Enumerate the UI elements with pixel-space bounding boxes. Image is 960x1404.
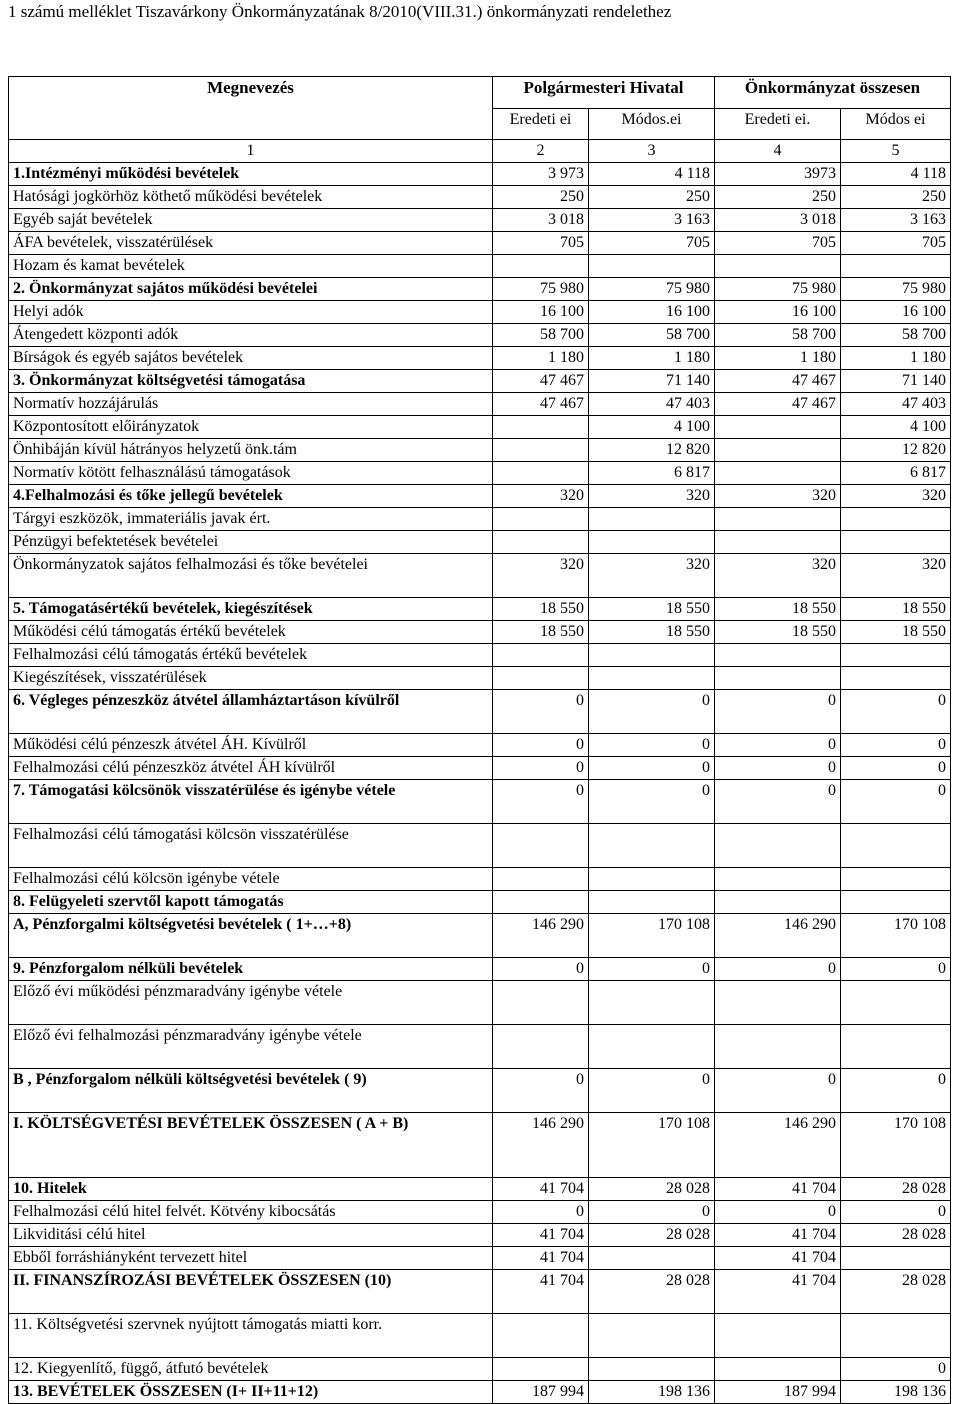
row-value: 47 403 bbox=[841, 393, 951, 416]
row-value: 3 973 bbox=[493, 163, 589, 186]
row-value: 0 bbox=[493, 1201, 589, 1224]
table-row bbox=[9, 324, 951, 347]
row-value: 3 163 bbox=[841, 209, 951, 232]
row-label: 6. Végleges pénzeszköz átvétel államháztartáson kívülről bbox=[9, 690, 493, 734]
row-value: 250 bbox=[715, 186, 841, 209]
table-row bbox=[9, 255, 951, 278]
row-value: 58 700 bbox=[589, 324, 715, 347]
row-value: 0 bbox=[841, 1358, 951, 1381]
row-value bbox=[493, 891, 589, 914]
table-row bbox=[9, 621, 951, 644]
row-label: Átengedett központi adók bbox=[9, 324, 493, 347]
row-value: 75 980 bbox=[841, 278, 951, 301]
column-number: 4 bbox=[715, 140, 841, 163]
row-value: 0 bbox=[715, 1069, 841, 1113]
row-label: 9. Pénzforgalom nélküli bevételek bbox=[9, 958, 493, 981]
row-value bbox=[589, 255, 715, 278]
table-row bbox=[9, 868, 951, 891]
row-value: 250 bbox=[589, 186, 715, 209]
table-row bbox=[9, 186, 951, 209]
table-row bbox=[9, 824, 951, 868]
table-row bbox=[9, 757, 951, 780]
row-value bbox=[841, 508, 951, 531]
row-value: 320 bbox=[589, 554, 715, 598]
row-value bbox=[715, 255, 841, 278]
row-value bbox=[493, 416, 589, 439]
row-value: 47 467 bbox=[493, 370, 589, 393]
row-value bbox=[589, 1025, 715, 1069]
row-value bbox=[493, 531, 589, 554]
row-label: Előző évi működési pénzmaradvány igénybe vétele bbox=[9, 981, 493, 1025]
row-value: 3973 bbox=[715, 163, 841, 186]
row-value: 75 980 bbox=[493, 278, 589, 301]
row-value bbox=[841, 531, 951, 554]
table-row bbox=[9, 301, 951, 324]
row-value bbox=[589, 1247, 715, 1270]
row-value bbox=[715, 531, 841, 554]
row-value: 0 bbox=[841, 1069, 951, 1113]
header-group-office: Polgármesteri Hivatal bbox=[493, 77, 715, 109]
column-number: 5 bbox=[841, 140, 951, 163]
row-value: 47 467 bbox=[715, 370, 841, 393]
row-value: 705 bbox=[589, 232, 715, 255]
row-label: II. FINANSZÍROZÁSI BEVÉTELEK ÖSSZESEN (10) bbox=[9, 1270, 493, 1314]
row-value: 18 550 bbox=[493, 621, 589, 644]
row-value bbox=[715, 891, 841, 914]
row-value bbox=[715, 416, 841, 439]
row-value: 16 100 bbox=[715, 301, 841, 324]
row-value: 28 028 bbox=[841, 1224, 951, 1247]
row-value: 0 bbox=[589, 780, 715, 824]
row-value bbox=[493, 824, 589, 868]
row-label: Felhalmozási célú támogatás értékű bevételek bbox=[9, 644, 493, 667]
row-label: B , Pénzforgalom nélküli költségvetési bevételek ( 9) bbox=[9, 1069, 493, 1113]
row-value bbox=[841, 891, 951, 914]
column-number: 3 bbox=[589, 140, 715, 163]
row-value: 12 820 bbox=[841, 439, 951, 462]
row-value: 198 136 bbox=[589, 1381, 715, 1404]
row-value: 0 bbox=[589, 690, 715, 734]
row-value bbox=[493, 255, 589, 278]
row-value: 0 bbox=[841, 757, 951, 780]
table-row bbox=[9, 690, 951, 734]
row-value bbox=[589, 868, 715, 891]
row-value bbox=[841, 667, 951, 690]
row-value bbox=[715, 667, 841, 690]
table-row bbox=[9, 1178, 951, 1201]
row-value: 41 704 bbox=[493, 1270, 589, 1314]
row-value: 0 bbox=[493, 1069, 589, 1113]
table-row bbox=[9, 667, 951, 690]
row-value: 170 108 bbox=[841, 1113, 951, 1178]
row-value: 0 bbox=[589, 734, 715, 757]
row-value bbox=[841, 981, 951, 1025]
row-value: 705 bbox=[841, 232, 951, 255]
row-label: 3. Önkormányzat költségvetési támogatása bbox=[9, 370, 493, 393]
row-value bbox=[493, 981, 589, 1025]
row-value: 320 bbox=[589, 485, 715, 508]
row-value: 705 bbox=[715, 232, 841, 255]
row-value: 41 704 bbox=[715, 1224, 841, 1247]
table-row bbox=[9, 1358, 951, 1381]
table-row bbox=[9, 958, 951, 981]
row-label: 13. BEVÉTELEK ÖSSZESEN (I+ II+11+12) bbox=[9, 1381, 493, 1404]
row-value bbox=[715, 439, 841, 462]
row-value: 58 700 bbox=[841, 324, 951, 347]
header-group-total: Önkormányzat összesen bbox=[715, 77, 951, 109]
row-value: 0 bbox=[493, 757, 589, 780]
row-value bbox=[715, 1358, 841, 1381]
table-row bbox=[9, 914, 951, 958]
row-value: 0 bbox=[589, 958, 715, 981]
table-row bbox=[9, 1201, 951, 1224]
document-title: 1 számú melléklet Tiszavárkony Önkormányzatának 8/2010(VIII.31.) önkormányzati rendelethez bbox=[8, 2, 672, 21]
row-value: 41 704 bbox=[493, 1224, 589, 1247]
row-value: 0 bbox=[841, 690, 951, 734]
table-row bbox=[9, 531, 951, 554]
row-value bbox=[841, 868, 951, 891]
table-row bbox=[9, 644, 951, 667]
row-value bbox=[589, 644, 715, 667]
row-value bbox=[493, 462, 589, 485]
row-value: 0 bbox=[715, 690, 841, 734]
table-row bbox=[9, 598, 951, 621]
row-value: 28 028 bbox=[841, 1178, 951, 1201]
table-row bbox=[9, 370, 951, 393]
row-value: 0 bbox=[589, 1069, 715, 1113]
row-value: 0 bbox=[493, 734, 589, 757]
table-row bbox=[9, 1113, 951, 1178]
row-value: 187 994 bbox=[715, 1381, 841, 1404]
row-label: Felhalmozási célú pénzeszköz átvétel ÁH kívülről bbox=[9, 757, 493, 780]
row-value: 4 100 bbox=[841, 416, 951, 439]
row-value bbox=[589, 824, 715, 868]
row-value: 47 467 bbox=[715, 393, 841, 416]
row-value bbox=[841, 644, 951, 667]
row-value: 41 704 bbox=[715, 1178, 841, 1201]
row-value bbox=[493, 1314, 589, 1358]
row-value: 1 180 bbox=[715, 347, 841, 370]
row-label: I. KÖLTSÉGVETÉSI BEVÉTELEK ÖSSZESEN ( A + B) bbox=[9, 1113, 493, 1178]
table-row bbox=[9, 232, 951, 255]
row-value: 47 467 bbox=[493, 393, 589, 416]
row-value: 28 028 bbox=[589, 1224, 715, 1247]
row-label: Hatósági jogkörhöz köthető működési bevételek bbox=[9, 186, 493, 209]
row-value: 28 028 bbox=[589, 1178, 715, 1201]
row-value bbox=[841, 255, 951, 278]
row-value bbox=[715, 1025, 841, 1069]
row-value bbox=[715, 868, 841, 891]
row-value bbox=[715, 644, 841, 667]
row-value: 6 817 bbox=[589, 462, 715, 485]
row-label: Központosított előirányzatok bbox=[9, 416, 493, 439]
column-number: 1 bbox=[9, 140, 493, 163]
row-value: 28 028 bbox=[841, 1270, 951, 1314]
table-row bbox=[9, 393, 951, 416]
table-row bbox=[9, 780, 951, 824]
row-label: Helyi adók bbox=[9, 301, 493, 324]
row-label: 8. Felügyeleti szervtől kapott támogatás bbox=[9, 891, 493, 914]
row-label: 5. Támogatásértékű bevételek, kiegészítések bbox=[9, 598, 493, 621]
row-value bbox=[715, 508, 841, 531]
row-label: Egyéb saját bevételek bbox=[9, 209, 493, 232]
row-label: Tárgyi eszközök, immateriális javak ért. bbox=[9, 508, 493, 531]
row-value: 41 704 bbox=[715, 1270, 841, 1314]
row-value: 1 180 bbox=[493, 347, 589, 370]
row-value: 146 290 bbox=[715, 1113, 841, 1178]
row-label: Normatív hozzájárulás bbox=[9, 393, 493, 416]
row-value: 6 817 bbox=[841, 462, 951, 485]
row-label: 2. Önkormányzat sajátos működési bevételei bbox=[9, 278, 493, 301]
row-label: 1.Intézményi működési bevételek bbox=[9, 163, 493, 186]
row-label: Önhibáján kívül hátrányos helyzetű önk.tám bbox=[9, 439, 493, 462]
row-value bbox=[589, 1358, 715, 1381]
table-row bbox=[9, 416, 951, 439]
table-row bbox=[9, 439, 951, 462]
row-value: 4 100 bbox=[589, 416, 715, 439]
row-value: 0 bbox=[589, 1201, 715, 1224]
row-value bbox=[715, 462, 841, 485]
table-row bbox=[9, 508, 951, 531]
row-label: Felhalmozási célú hitel felvét. Kötvény kibocsátás bbox=[9, 1201, 493, 1224]
row-value: 198 136 bbox=[841, 1381, 951, 1404]
row-label: Előző évi felhalmozási pénzmaradvány igénybe vétele bbox=[9, 1025, 493, 1069]
row-value: 0 bbox=[715, 757, 841, 780]
row-label: Működési célú pénzeszk átvétel ÁH. Kívülről bbox=[9, 734, 493, 757]
row-value: 0 bbox=[493, 780, 589, 824]
row-label: Likviditási célú hitel bbox=[9, 1224, 493, 1247]
row-value: 16 100 bbox=[589, 301, 715, 324]
subheader-original-total: Eredeti ei. bbox=[715, 108, 841, 140]
row-label: 4.Felhalmozási és tőke jellegű bevételek bbox=[9, 485, 493, 508]
header-row bbox=[9, 77, 951, 109]
row-value: 1 180 bbox=[841, 347, 951, 370]
row-value: 71 140 bbox=[589, 370, 715, 393]
row-value: 58 700 bbox=[715, 324, 841, 347]
table-row bbox=[9, 163, 951, 186]
row-value: 18 550 bbox=[841, 621, 951, 644]
table-row bbox=[9, 347, 951, 370]
revenue-table bbox=[8, 76, 951, 1404]
row-value: 3 018 bbox=[493, 209, 589, 232]
row-value bbox=[841, 1314, 951, 1358]
row-value: 71 140 bbox=[841, 370, 951, 393]
row-label: Felhalmozási célú támogatási kölcsön visszatérülése bbox=[9, 824, 493, 868]
table-row bbox=[9, 891, 951, 914]
row-value: 41 704 bbox=[493, 1178, 589, 1201]
row-value bbox=[493, 667, 589, 690]
row-label: Működési célú támogatás értékű bevételek bbox=[9, 621, 493, 644]
header-name: Megnevezés bbox=[9, 77, 493, 140]
table-row bbox=[9, 1270, 951, 1314]
subheader-modified-office: Módos.ei bbox=[589, 108, 715, 140]
row-label: A, Pénzforgalmi költségvetési bevételek ( 1+…+8) bbox=[9, 914, 493, 958]
row-value: 146 290 bbox=[715, 914, 841, 958]
row-value bbox=[589, 981, 715, 1025]
row-value: 0 bbox=[715, 958, 841, 981]
row-value: 705 bbox=[493, 232, 589, 255]
subheader-modified-total: Módos ei bbox=[841, 108, 951, 140]
subheader-original-office: Eredeti ei bbox=[493, 108, 589, 140]
row-label: Felhalmozási célú kölcsön igénybe vétele bbox=[9, 868, 493, 891]
row-value: 28 028 bbox=[589, 1270, 715, 1314]
row-label: Ebből forráshiányként tervezett hitel bbox=[9, 1247, 493, 1270]
table-row bbox=[9, 1069, 951, 1113]
row-value: 18 550 bbox=[715, 598, 841, 621]
row-value: 18 550 bbox=[589, 621, 715, 644]
row-value: 58 700 bbox=[493, 324, 589, 347]
row-label: Pénzügyi befektetések bevételei bbox=[9, 531, 493, 554]
row-value: 146 290 bbox=[493, 1113, 589, 1178]
row-label: 12. Kiegyenlítő, függő, átfutó bevételek bbox=[9, 1358, 493, 1381]
row-value: 41 704 bbox=[493, 1247, 589, 1270]
row-value: 0 bbox=[841, 1201, 951, 1224]
row-value: 320 bbox=[493, 554, 589, 598]
row-value: 320 bbox=[715, 485, 841, 508]
table-row bbox=[9, 1381, 951, 1404]
row-value: 187 994 bbox=[493, 1381, 589, 1404]
row-value: 0 bbox=[841, 734, 951, 757]
row-value: 320 bbox=[841, 485, 951, 508]
row-value bbox=[493, 439, 589, 462]
row-label: 10. Hitelek bbox=[9, 1178, 493, 1201]
row-value: 320 bbox=[715, 554, 841, 598]
row-value: 320 bbox=[493, 485, 589, 508]
row-value: 75 980 bbox=[715, 278, 841, 301]
row-label: Hozam és kamat bevételek bbox=[9, 255, 493, 278]
column-number: 2 bbox=[493, 140, 589, 163]
row-value: 47 403 bbox=[589, 393, 715, 416]
table-row bbox=[9, 734, 951, 757]
table-row bbox=[9, 209, 951, 232]
row-label: Normatív kötött felhasználású támogatások bbox=[9, 462, 493, 485]
row-value: 0 bbox=[493, 958, 589, 981]
table-row bbox=[9, 278, 951, 301]
row-value: 0 bbox=[715, 780, 841, 824]
row-value: 170 108 bbox=[589, 914, 715, 958]
row-value bbox=[589, 531, 715, 554]
row-label: 7. Támogatási kölcsönök visszatérülése és igénybe vétele bbox=[9, 780, 493, 824]
row-value bbox=[493, 868, 589, 891]
row-value: 0 bbox=[493, 690, 589, 734]
row-value: 0 bbox=[589, 757, 715, 780]
row-value bbox=[493, 508, 589, 531]
row-value: 3 018 bbox=[715, 209, 841, 232]
row-value: 250 bbox=[841, 186, 951, 209]
row-value: 4 118 bbox=[589, 163, 715, 186]
row-value bbox=[715, 824, 841, 868]
row-value: 4 118 bbox=[841, 163, 951, 186]
row-value bbox=[589, 891, 715, 914]
row-value: 3 163 bbox=[589, 209, 715, 232]
row-value: 18 550 bbox=[493, 598, 589, 621]
row-value bbox=[589, 667, 715, 690]
column-number-row bbox=[9, 140, 951, 163]
table-row bbox=[9, 981, 951, 1025]
row-value: 75 980 bbox=[589, 278, 715, 301]
row-value bbox=[589, 1314, 715, 1358]
table-row bbox=[9, 462, 951, 485]
row-value bbox=[589, 508, 715, 531]
row-value: 170 108 bbox=[841, 914, 951, 958]
row-label: Bírságok és egyéb sajátos bevételek bbox=[9, 347, 493, 370]
row-label: Kiegészítések, visszatérülések bbox=[9, 667, 493, 690]
row-value: 41 704 bbox=[715, 1247, 841, 1270]
row-value: 16 100 bbox=[493, 301, 589, 324]
row-value bbox=[715, 981, 841, 1025]
row-value: 1 180 bbox=[589, 347, 715, 370]
row-value bbox=[493, 1358, 589, 1381]
table-row bbox=[9, 485, 951, 508]
row-value: 250 bbox=[493, 186, 589, 209]
row-label: 11. Költségvetési szervnek nyújtott támogatás miatti korr. bbox=[9, 1314, 493, 1358]
row-value bbox=[493, 1025, 589, 1069]
row-value bbox=[493, 644, 589, 667]
row-value: 18 550 bbox=[841, 598, 951, 621]
table-row bbox=[9, 1224, 951, 1247]
row-label: Önkormányzatok sajátos felhalmozási és tőke bevételei bbox=[9, 554, 493, 598]
row-value: 170 108 bbox=[589, 1113, 715, 1178]
row-label: ÁFA bevételek, visszatérülések bbox=[9, 232, 493, 255]
table-row bbox=[9, 1314, 951, 1358]
table-row bbox=[9, 1247, 951, 1270]
row-value: 146 290 bbox=[493, 914, 589, 958]
row-value: 16 100 bbox=[841, 301, 951, 324]
row-value bbox=[715, 1314, 841, 1358]
row-value bbox=[841, 824, 951, 868]
table-row bbox=[9, 554, 951, 598]
row-value: 18 550 bbox=[715, 621, 841, 644]
row-value: 0 bbox=[715, 1201, 841, 1224]
row-value: 0 bbox=[715, 734, 841, 757]
row-value: 18 550 bbox=[589, 598, 715, 621]
row-value: 0 bbox=[841, 958, 951, 981]
table-row bbox=[9, 1025, 951, 1069]
row-value bbox=[841, 1025, 951, 1069]
row-value: 320 bbox=[841, 554, 951, 598]
row-value: 12 820 bbox=[589, 439, 715, 462]
row-value: 0 bbox=[841, 780, 951, 824]
row-value bbox=[841, 1247, 951, 1270]
